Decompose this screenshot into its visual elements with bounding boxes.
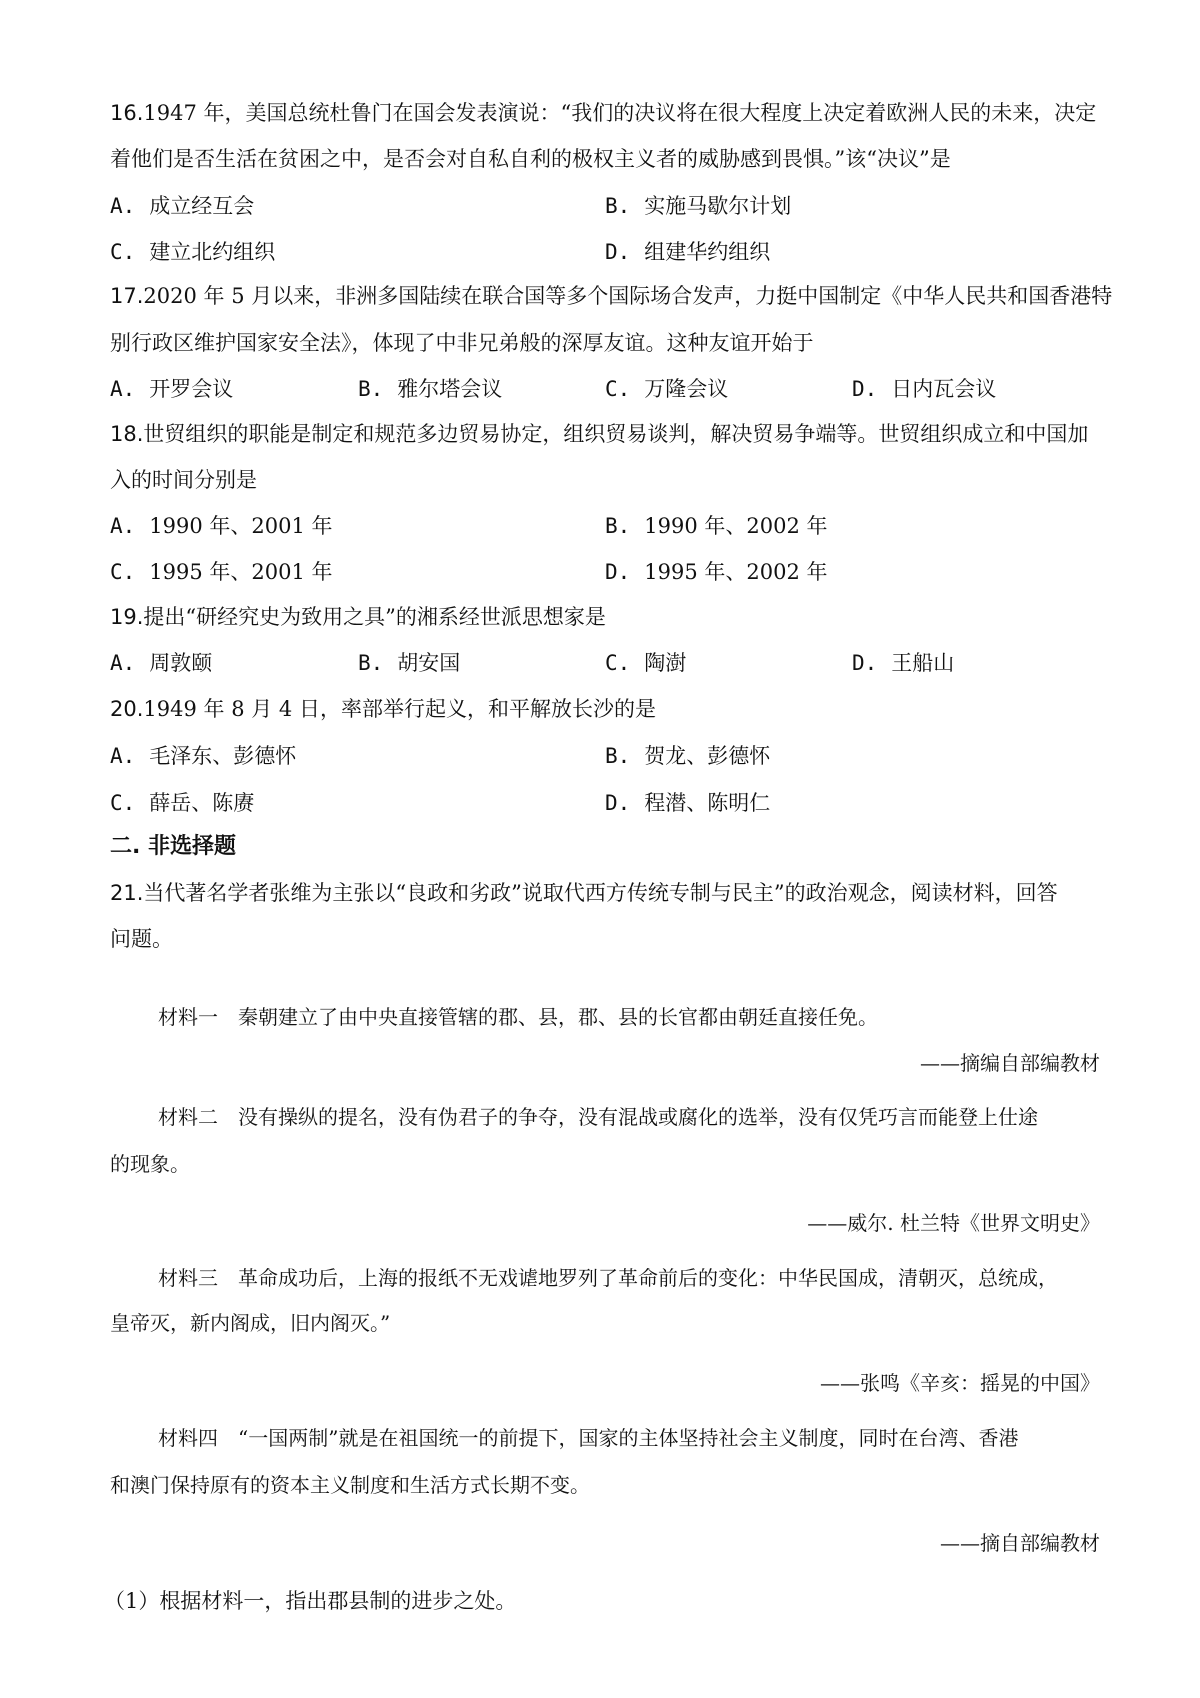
material-4-line2: 和澳门保持原有的资本主义制度和生活方式长期不变。 [110,1473,590,1497]
q20-option-b[interactable]: B. 贺龙、彭德怀 [605,744,771,768]
q17-option-a[interactable]: A. 开罗会议 [110,377,234,401]
q21-line1 [110,870,1100,916]
q20-number: 20. [110,697,144,721]
q18-option-d[interactable]: D. 1995 年、2002 年 [605,560,828,584]
q19-line1 [110,594,1100,640]
q17-line2: 别行政区维护国家安全法》，体现了中非兄弟般的深厚友谊。这种友谊开始于 [110,331,814,355]
material-2-text: 没有操纵的提名，没有伪君子的争夺，没有混战或腐化的选举，没有仅凭巧言而能登上仕途 [238,1105,1038,1129]
material-4-source: ——摘自部编教材 [940,1531,1100,1555]
q20-option-a[interactable]: A. 毛泽东、彭德怀 [110,744,297,768]
material-3 [110,1255,1148,1301]
q18-options-row1 [110,503,1100,549]
material-4-tag: 材料四 [158,1426,218,1450]
section-heading-nonchoice: 二. 非选择题 [110,834,237,859]
q20-options-row2 [110,780,1100,826]
material-2-tag: 材料二 [158,1105,218,1129]
q17-option-d[interactable]: D. 日内瓦会议 [852,377,997,401]
q16-option-d[interactable]: D. 组建华约组织 [605,240,771,264]
q16-options-row2 [110,229,1100,275]
material-4 [110,1415,1148,1461]
material-1 [110,994,1148,1040]
q16-text-1: 1947 年，美国总统杜鲁门在国会发表演说：“我们的决议将在很大程度上决定着欧洲人民的未来，决定 [143,101,1097,125]
q17-options-row [110,366,1100,412]
q18-line1 [110,411,1100,457]
q18-options-row2 [110,549,1100,595]
q20-option-c[interactable]: C. 薛岳、陈赓 [110,791,255,815]
q19-options-row [110,640,1100,686]
q17-text-1: 2020 年 5 月以来，非洲多国陆续在联合国等多个国际场合发声，力挺中国制定《中华人民共和国香港特 [143,284,1113,308]
q16-option-c[interactable]: C. 建立北约组织 [110,240,276,264]
material-1-tag: 材料一 [158,1005,218,1029]
material-3-source: ——张鸣《辛亥：摇晃的中国》 [820,1371,1100,1395]
material-3-tag: 材料三 [158,1266,218,1290]
q17-line1 [110,273,1113,319]
q18-line2: 入的时间分别是 [110,468,257,492]
q20-option-d[interactable]: D. 程潜、陈明仁 [605,791,771,815]
material-2-line2: 的现象。 [110,1152,190,1176]
q19-text-1: 提出“研经究史为致用之具”的湘系经世派思想家是 [143,605,606,629]
q18-text-1: 世贸组织的职能是制定和规范多边贸易协定，组织贸易谈判，解决贸易争端等。世贸组织成立和中国加 [143,422,1089,446]
q20-options-row1 [110,733,1100,779]
q19-option-d[interactable]: D. 王船山 [852,651,955,675]
q21-subquestion-1: （1）根据材料一，指出郡县制的进步之处。 [104,1589,517,1613]
q19-number: 19. [110,605,144,629]
material-3-line2: 皇帝灭，新内阁成，旧内阁灭。” [110,1311,391,1335]
q19-option-c[interactable]: C. 陶澍 [605,651,687,675]
q16-option-a[interactable]: A. 成立经互会 [110,194,255,218]
q21-line2: 问题。 [110,927,173,951]
q19-option-a[interactable]: A. 周敦颐 [110,651,213,675]
q18-number: 18. [110,422,144,446]
material-2-source: ——威尔. 杜兰特《世界文明史》 [807,1211,1100,1235]
material-1-text: 秦朝建立了由中央直接管辖的郡、县，郡、县的长官都由朝廷直接任免。 [238,1005,878,1029]
q16-line1 [110,90,1100,136]
q16-option-b[interactable]: B. 实施马歇尔计划 [605,194,792,218]
q17-option-c[interactable]: C. 万隆会议 [605,377,729,401]
q16-line2: 着他们是否生活在贫困之中，是否会对自私自利的极权主义者的威胁感到畏惧。”该“决议”是 [110,147,951,171]
q16-number: 16. [110,101,144,125]
q21-text-1: 当代著名学者张维为主张以“良政和劣政”说取代西方传统专制与民主”的政治观念，阅读材料，回答 [143,881,1058,905]
q20-line1 [110,686,1100,732]
q18-option-a[interactable]: A. 1990 年、2001 年 [110,514,333,538]
q18-option-c[interactable]: C. 1995 年、2001 年 [110,560,333,584]
material-3-text: 革命成功后，上海的报纸不无戏谑地罗列了革命前后的变化：中华民国成，清朝灭，总统成， [238,1266,1058,1290]
material-2 [110,1094,1148,1140]
material-4-text: “一国两制”就是在祖国统一的前提下，国家的主体坚持社会主义制度，同时在台湾、香港 [238,1426,1019,1450]
material-1-source: ——摘编自部编教材 [920,1051,1100,1075]
q21-number: 21. [110,881,144,905]
q18-option-b[interactable]: B. 1990 年、2002 年 [605,514,828,538]
q20-text-1: 1949 年 8 月 4 日，率部举行起义，和平解放长沙的是 [143,697,656,721]
q19-option-b[interactable]: B. 胡安国 [358,651,461,675]
q17-number: 17. [110,284,144,308]
q17-option-b[interactable]: B. 雅尔塔会议 [358,377,503,401]
q16-options-row1 [110,183,1100,229]
